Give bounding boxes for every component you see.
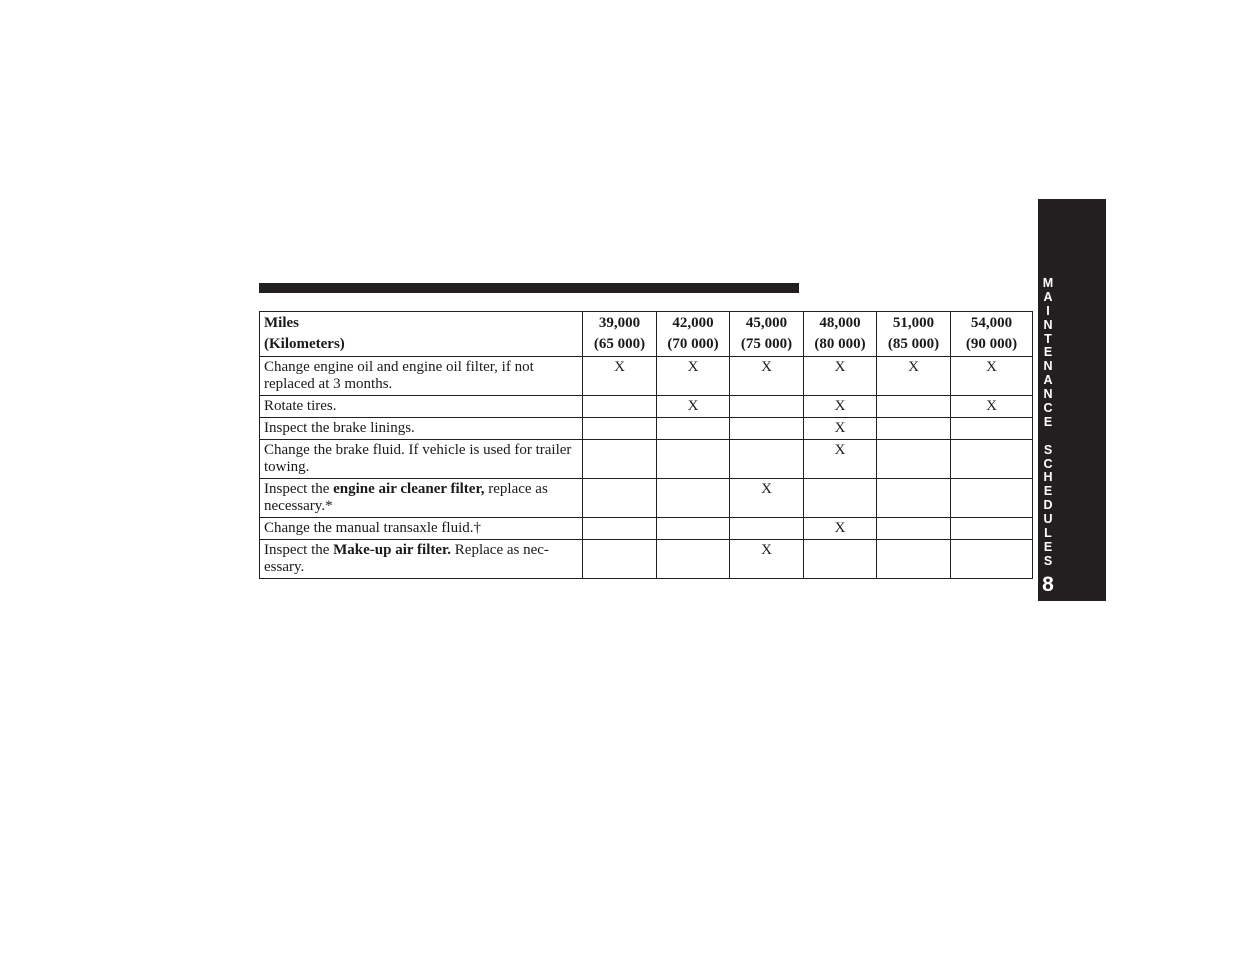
schedule-mark: X (583, 357, 657, 396)
schedule-mark (730, 418, 804, 440)
schedule-mark: X (730, 357, 804, 396)
interval-header: 54,000 (90 000) (951, 312, 1033, 357)
service-description: Inspect the brake linings. (260, 418, 583, 440)
schedule-mark (951, 418, 1033, 440)
schedule-mark (583, 540, 657, 579)
schedule-mark (730, 518, 804, 540)
service-description: Rotate tires. (260, 396, 583, 418)
schedule-mark (583, 418, 657, 440)
schedule-mark (951, 518, 1033, 540)
table-row (260, 440, 1033, 479)
tab-letter: S (1043, 442, 1053, 457)
miles-label: Miles (264, 315, 299, 331)
table-row (260, 418, 1033, 440)
schedule-mark (877, 396, 951, 418)
header-row (260, 312, 1033, 357)
schedule-mark: X (951, 357, 1033, 396)
tab-letter: C (1043, 456, 1053, 471)
schedule-mark: X (657, 357, 730, 396)
interval-header: 48,000 (80 000) (804, 312, 877, 357)
section-rule (259, 283, 799, 293)
schedule-mark (657, 440, 730, 479)
tab-letter: A (1043, 373, 1053, 388)
schedule-mark (877, 479, 951, 518)
schedule-mark: X (804, 418, 877, 440)
tab-letter: L (1044, 526, 1052, 541)
tab-letter: E (1043, 484, 1053, 499)
schedule-mark (583, 396, 657, 418)
table-row (260, 518, 1033, 540)
tab-letter: N (1043, 359, 1053, 374)
interval-header: 51,000 (85 000) (877, 312, 951, 357)
schedule-mark: X (804, 518, 877, 540)
chapter-tab-title (1038, 277, 1058, 569)
schedule-mark (804, 479, 877, 518)
tab-letter: T (1044, 331, 1052, 346)
tab-letter: M (1042, 276, 1054, 290)
tab-letter: N (1043, 387, 1053, 402)
schedule-mark (583, 479, 657, 518)
schedule-mark: X (951, 396, 1033, 418)
service-description: Change the manual transaxle fluid.† (260, 518, 583, 540)
schedule-mark: X (804, 396, 877, 418)
tab-letter: E (1043, 539, 1053, 554)
tab-letter: H (1043, 470, 1053, 485)
schedule-mark: X (730, 540, 804, 579)
schedule-mark (583, 440, 657, 479)
kilometers-label: (Kilometers) (264, 336, 345, 352)
schedule-mark (877, 518, 951, 540)
table-row (260, 396, 1033, 418)
schedule-mark (730, 440, 804, 479)
tab-letter: D (1043, 498, 1053, 513)
service-emphasis: Make-up air filter. (333, 542, 452, 558)
tab-letter: U (1043, 512, 1053, 527)
service-column-header (260, 312, 583, 357)
tab-letter: N (1043, 317, 1053, 332)
service-description: Inspect the Make-up air filter. Replace as nec-essary. (260, 540, 583, 579)
tab-letter: A (1043, 289, 1053, 304)
schedule-mark (657, 540, 730, 579)
tab-letter: E (1043, 345, 1053, 360)
tab-letter: E (1043, 414, 1053, 429)
schedule-mark (657, 518, 730, 540)
tab-letter (1046, 430, 1049, 444)
schedule-mark: X (730, 479, 804, 518)
maintenance-schedule-table (259, 311, 1033, 579)
chapter-number: 8 (1042, 573, 1054, 596)
schedule-mark: X (804, 440, 877, 479)
schedule-mark (657, 418, 730, 440)
interval-header: 42,000 (70 000) (657, 312, 730, 357)
schedule-mark (877, 418, 951, 440)
schedule-mark (877, 440, 951, 479)
interval-header: 45,000 (75 000) (730, 312, 804, 357)
schedule-mark (951, 540, 1033, 579)
schedule-mark: X (804, 357, 877, 396)
table-row (260, 540, 1033, 579)
table-row (260, 357, 1033, 396)
schedule-mark (583, 518, 657, 540)
schedule-mark (657, 479, 730, 518)
service-emphasis: engine air cleaner filter, (333, 481, 485, 497)
schedule-mark (804, 540, 877, 579)
schedule-mark (951, 440, 1033, 479)
tab-letter: I (1046, 303, 1050, 318)
schedule-mark (730, 396, 804, 418)
schedule-mark (951, 479, 1033, 518)
interval-header: 39,000 (65 000) (583, 312, 657, 357)
service-description: Change engine oil and engine oil filter, if not replaced at 3 months. (260, 357, 583, 396)
schedule-mark: X (877, 357, 951, 396)
service-description: Change the brake fluid. If vehicle is used for trailer towing. (260, 440, 583, 479)
service-description: Inspect the engine air cleaner filter, replace as necessary.* (260, 479, 583, 518)
chapter-tab (1038, 199, 1106, 601)
tab-letter: S (1043, 553, 1053, 568)
table-row (260, 479, 1033, 518)
schedule-mark: X (657, 396, 730, 418)
schedule-mark (877, 540, 951, 579)
tab-letter: C (1043, 401, 1053, 416)
